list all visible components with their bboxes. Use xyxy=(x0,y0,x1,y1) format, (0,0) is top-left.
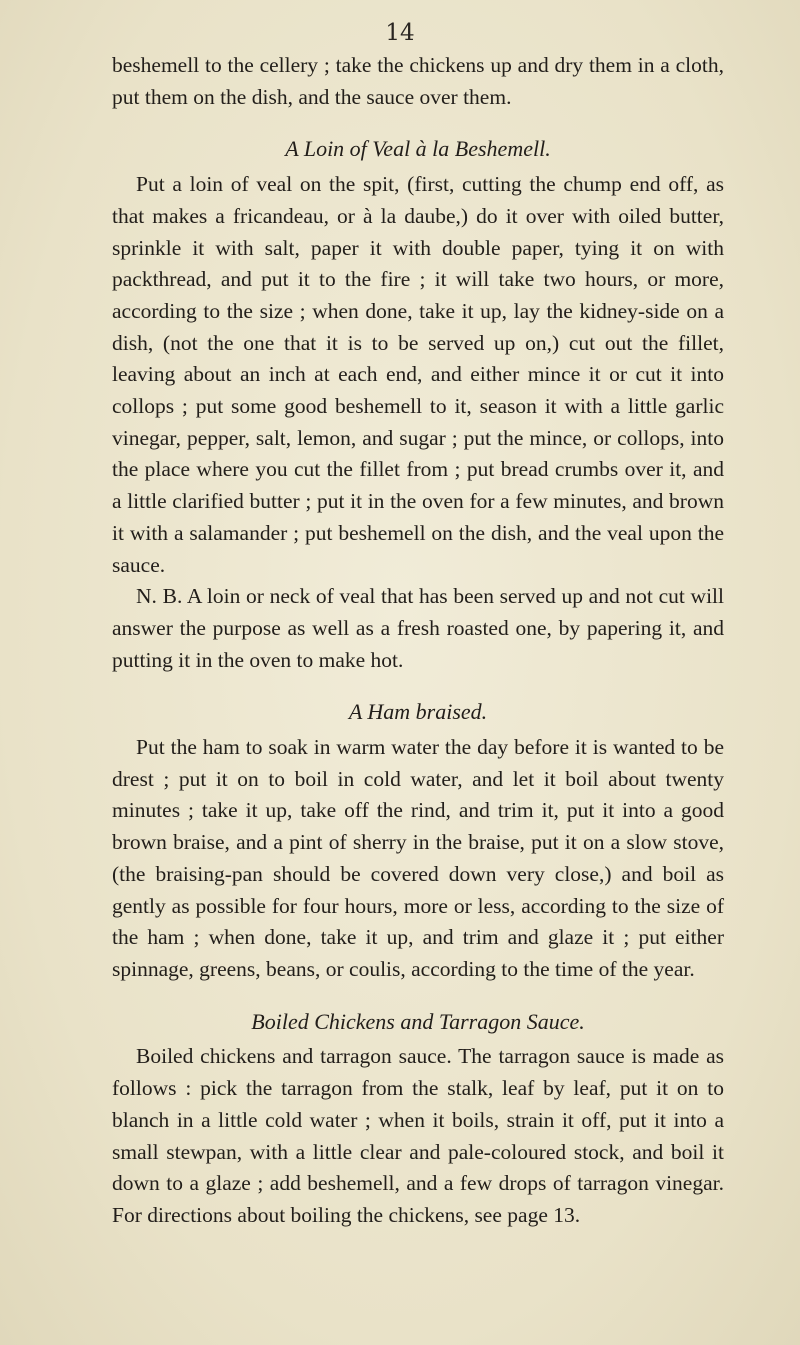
loin-of-veal-note: N. B. A loin or neck of veal that has been served up and not cut will answer the purpose as well as a fresh roasted one, by papering it, and putting it in the oven to make hot. xyxy=(112,584,724,672)
intro-paragraph: beshemell to the cellery ; take the chickens up and dry them in a cloth, put them on the dish, and the sauce over them. xyxy=(112,53,724,109)
loin-of-veal-paragraph: Put a loin of veal on the spit, (first, cutting the chump end off, as that makes a fricandeau, or à la daube,) do it over with oiled butter, sprinkle it with salt, paper it with double paper, tying it on with packthread, and put it to the fire ; it will take two hours, or more, according to the size ; when done, take it up, lay the kidney-side on a dish, (not the one that it is to be served up on,) cut out the fillet, leaving about an inch at each end, and either mince it or cut it into collops ; put some good beshemell to it, season it with a little garlic vinegar, pepper, salt, lemon, and sugar ; put the mince, or collops, into the place where you cut the fillet from ; put bread crumbs over it, and a little clarified butter ; put it in the oven for a few minutes, and brown it with a salamander ; put beshemell on the dish, and the veal upon the sauce. xyxy=(112,172,724,577)
page-number: 14 xyxy=(385,20,415,46)
ham-braised-paragraph: Put the ham to soak in warm water the day before it is wanted to be drest ; put it on to boil in cold water, and let it boil about twenty minutes ; take it up, take off the rind, and trim it, put it into a good brown braise, and a pint of sherry in the braise, put it on a slow stove, (the braising-pan should be covered down very close,) and boil as gently as possible for four hours, more or less, according to the size of the ham ; when done, take it up, and trim and glaze it ; put either spinnage, greens, beans, or coulis, according to the time of the year. xyxy=(112,735,724,981)
boiled-chickens-paragraph: Boiled chickens and tarragon sauce. The tarragon sauce is made as follows : pick the tarragon from the stalk, leaf by leaf, put it on to blanch in a little cold water ; when it boils, strain it off, put it into a small stewpan, with a little clear and pale-coloured stock, and boil it down to a glaze ; add beshemell, and a few drops of tarragon vinegar. For directions about boiling the chickens, see page 13. xyxy=(112,1044,724,1227)
section-heading-boiled-chickens: Boiled Chickens and Tarragon Sauce. xyxy=(251,1008,585,1034)
section-heading-loin-of-veal: A Loin of Veal à la Beshemell. xyxy=(285,136,551,162)
page-text xyxy=(112,50,724,1232)
section-heading-ham-braised: A Ham braised. xyxy=(348,699,488,725)
